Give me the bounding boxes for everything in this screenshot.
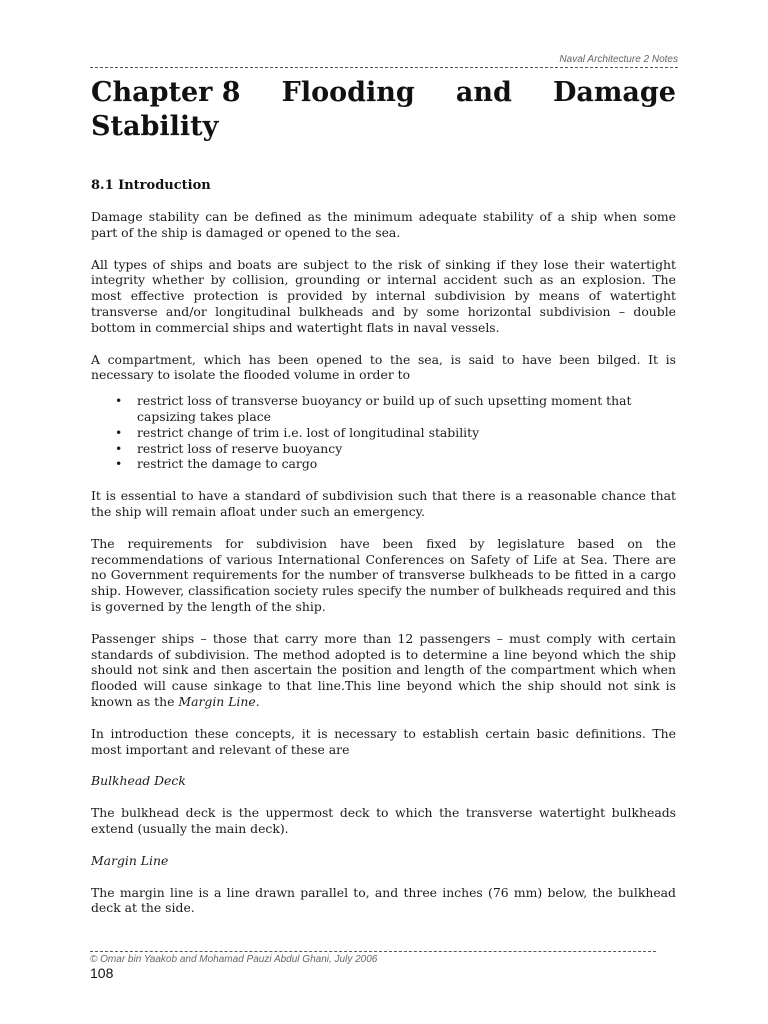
- paragraph-requirements: The requirements for subdivision have been fixed by legislature based on the recommendations of various International Conferences on Safety of Life at Sea. There are no Government requirements for the number of transverse bulkheads to be fitted in a cargo ship. However, classification society rules specify the number of bulkheads required and this is governed by the length of the ship.: [91, 535, 676, 614]
- paragraph-passenger-ships: [91, 631, 676, 710]
- chapter-title-line2: Stability: [91, 111, 219, 142]
- running-header: Naval Architecture 2 Notes: [559, 54, 678, 65]
- paragraph-risk: All types of ships and boats are subject to the risk of sinking if they lose their watertight integrity whether by collision, grounding or internal accident such as an explosion. The most effective protection is provided by internal subdivision by means of watertight transverse and/or longitudinal bulkheads and by some horizontal subdivision – double bottom in commercial ships and watertight flats in naval vessels.: [91, 256, 676, 335]
- paragraph-margin-line: The margin line is a line drawn parallel to, and three inches (76 mm) below, the bulkhead deck at the side.: [91, 884, 676, 916]
- page-number: 108: [90, 965, 114, 981]
- list-item: • restrict loss of transverse buoyancy or build up of such upsetting moment that capsizing takes place: [137, 393, 676, 425]
- list-item: • restrict loss of reserve buoyancy: [137, 441, 676, 457]
- subheading-bulkhead-deck: Bulkhead Deck: [91, 773, 186, 789]
- chapter-title-word: Damage: [552, 77, 676, 108]
- chapter-title-word: Flooding: [281, 77, 415, 108]
- chapter-title-line1: [91, 76, 676, 110]
- passenger-text-end: .: [255, 693, 260, 709]
- paragraph-bilged: A compartment, which has been opened to the sea, is said to have been bilged. It is necessary to isolate the flooded volume in order to: [91, 351, 676, 383]
- objectives-list: [91, 393, 676, 472]
- passenger-text: Passenger ships – those that carry more than 12 passengers – must comply with certain standards of subdivision. The method adopted is to determine a line beyond which the ship should not sink and then ascertain the position and length of the compartment which when flooded will cause sinkage to that line.This line beyond which the ship should not sink is known as the: [91, 630, 676, 709]
- header-divider: [90, 67, 678, 68]
- paragraph-definition: Damage stability can be defined as the minimum adequate stability of a ship when some part of the ship is damaged or opened to the sea.: [91, 209, 676, 240]
- footer-divider: [90, 951, 656, 952]
- paragraph-bulkhead-deck: The bulkhead deck is the uppermost deck to which the transverse watertight bulkheads extend (usually the main deck).: [91, 805, 676, 836]
- page-content: [91, 76, 676, 916]
- list-item: • restrict the damage to cargo: [137, 456, 676, 472]
- chapter-title-word: and: [455, 77, 512, 108]
- footer-copyright: © Omar bin Yaakob and Mohamad Pauzi Abdul Ghani, July 2006: [90, 954, 378, 965]
- chapter-title-word: Chapter 8: [91, 77, 241, 108]
- list-item: • restrict change of trim i.e. lost of longitudinal stability: [137, 425, 676, 441]
- paragraph-standard: It is essential to have a standard of subdivision such that there is a reasonable chance that the ship will remain afloat under such an emergency.: [91, 488, 676, 519]
- section-heading: 8.1 Introduction: [91, 178, 211, 193]
- chapter-title: [91, 76, 676, 144]
- margin-line-term: Margin Line: [178, 693, 256, 709]
- body-text: [91, 209, 676, 932]
- subheading-margin-line: Margin Line: [91, 852, 169, 868]
- paragraph-definitions-intro: In introduction these concepts, it is necessary to establish certain basic definitions. The most important and relevant of these are: [91, 725, 676, 757]
